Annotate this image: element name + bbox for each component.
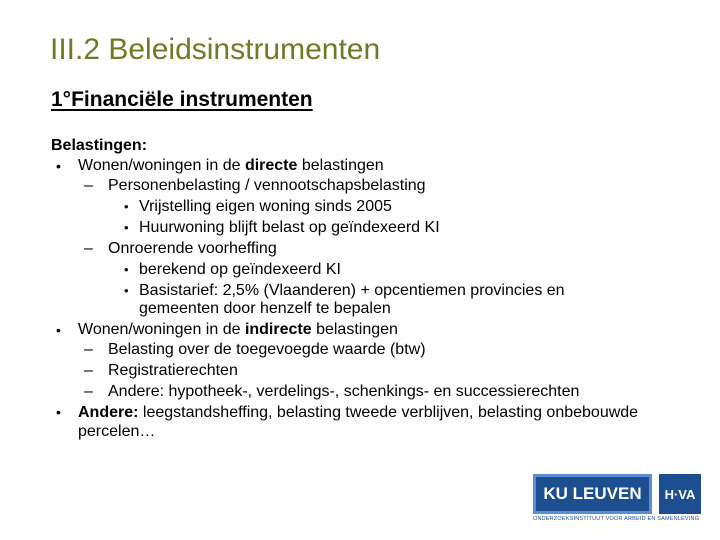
bullet-icon: • xyxy=(56,404,61,420)
bullet-icon: • xyxy=(124,220,129,235)
list-item-registratie: – Registratierechten xyxy=(84,362,238,379)
list-item-basistarief: • Basistarief: 2,5% (Vlaanderen) + opcentiemen provincies en xyxy=(124,282,565,299)
slide-body xyxy=(51,136,671,441)
bullet-icon: • xyxy=(124,199,129,214)
logo-tagline: ONDERZOEKSINSTITUUT VOOR ARBEID EN SAMENLEVING xyxy=(533,516,700,522)
bullet-icon: • xyxy=(124,262,129,277)
dash-icon: – xyxy=(84,177,93,194)
list-item-andere-rechten: – Andere: hypotheek-, verdelings-, schenkings- en successierechten xyxy=(84,383,580,400)
list-item-huurwoning: • Huurwoning blijft belast op geïndexeerd KI xyxy=(124,219,440,236)
list-item-btw: – Belasting over de toegevoegde waarde (btw) xyxy=(84,341,426,358)
bullet-icon: • xyxy=(56,158,61,174)
slide-title: III.2 Beleidsinstrumenten xyxy=(50,33,381,66)
dash-icon: – xyxy=(84,240,93,257)
dash-icon: – xyxy=(84,383,93,400)
bullet-icon: • xyxy=(124,283,129,298)
list-item-andere: • Andere: leegstandsheffing, belasting tweede verblijven, belasting onbebouwde percelen… xyxy=(56,404,639,440)
list-item-berekend: • berekend op geïndexeerd KI xyxy=(124,261,341,278)
dash-icon: – xyxy=(84,341,93,358)
ku-leuven-logo: KU LEUVEN xyxy=(533,474,652,514)
section-label: Belastingen: xyxy=(51,137,148,154)
hiva-logo: H·VA xyxy=(659,474,701,514)
list-item-onroerende: – Onroerende voorheffing xyxy=(84,240,277,257)
list-item-indirect: • Wonen/woningen in de indirecte belastingen xyxy=(56,321,398,338)
list-item-gemeenten: gemeenten door henzelf te bepalen xyxy=(139,300,391,317)
list-item-vrijstelling: • Vrijstelling eigen woning sinds 2005 xyxy=(124,198,392,215)
list-item-personen: – Personenbelasting / vennootschapsbelasting xyxy=(84,177,426,194)
list-item-direct: • Wonen/woningen in de directe belastingen xyxy=(56,157,384,174)
dash-icon: – xyxy=(84,362,93,379)
bullet-icon: • xyxy=(56,322,61,338)
ku-leuven-hiva-logo xyxy=(533,474,701,526)
slide-subtitle: 1°Financiële instrumenten xyxy=(51,88,313,111)
